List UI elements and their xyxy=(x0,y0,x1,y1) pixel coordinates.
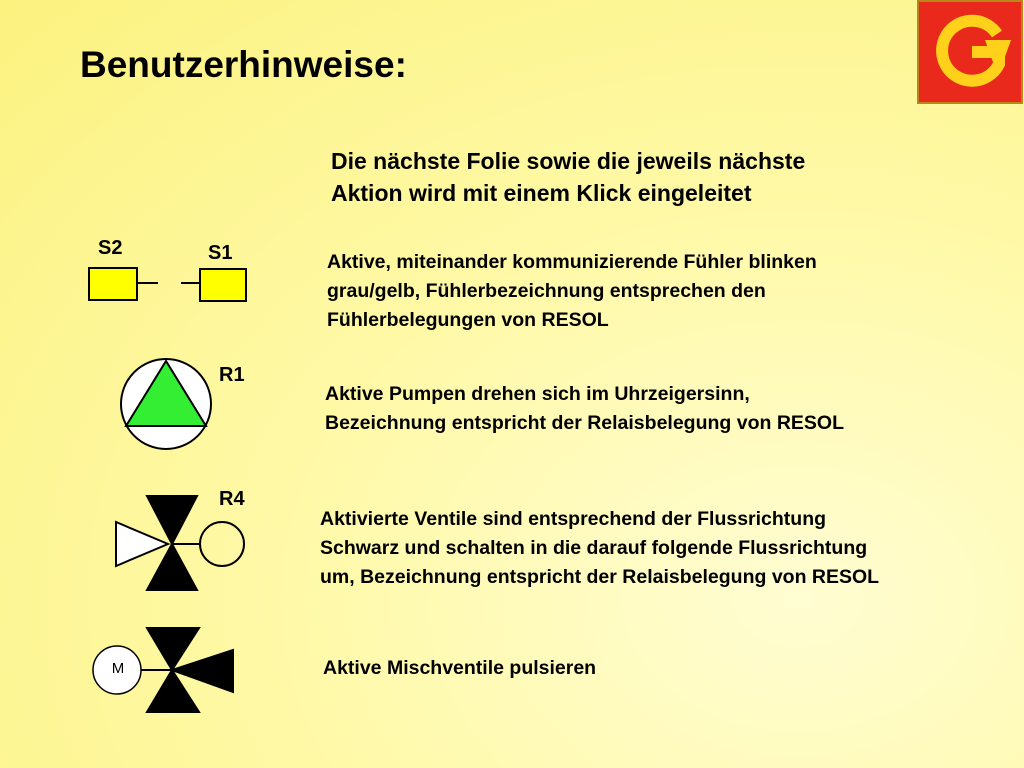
page-title: Benutzerhinweise: xyxy=(80,44,407,85)
motor-label: M xyxy=(111,660,125,677)
sensor-s2-box xyxy=(89,268,137,300)
mixer-description: Aktive Mischventile pulsieren xyxy=(323,657,597,679)
pump-label-r1: R1 xyxy=(219,364,245,386)
sensor-label-s2: S2 xyxy=(98,237,123,259)
pump-description: Aktive Pumpen drehen sich im Uhrzeigersinn, Bezeichnung entspricht der Relaisbelegung von RESOL xyxy=(325,383,844,434)
sensor-description: Aktive, miteinander kommunizierende Fühler blinken grau/gelb, Fühlerbezeichnung entsprechen den Fühlerbelegungen von RESOL xyxy=(327,251,817,331)
valve-icon xyxy=(110,494,250,594)
intro-text xyxy=(331,145,805,209)
valve-description: Aktivierte Ventile sind entsprechend der Flussrichtung Schwarz und schalten in die darauf folgende Flussrichtung um, Bezeichnung entspricht der Relaisbelegung von RESOL xyxy=(320,508,880,588)
sensor-pair-icon xyxy=(86,265,251,305)
intro-line: Die nächste Folie sowie die jeweils nächste xyxy=(331,148,806,174)
sensor-s1-box xyxy=(200,269,246,301)
company-logo xyxy=(917,0,1023,104)
pump-icon xyxy=(115,354,219,458)
intro-line: Aktion wird mit einem Klick eingeleitet xyxy=(331,180,752,206)
valve-label-r4: R4 xyxy=(219,488,245,510)
sensor-label-s1: S1 xyxy=(208,242,233,264)
